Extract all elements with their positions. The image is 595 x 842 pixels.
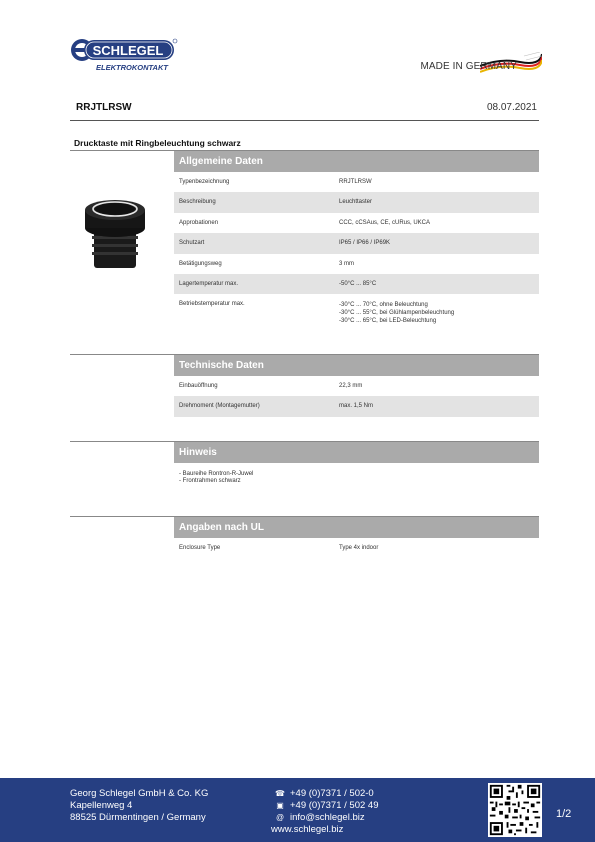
row-value: max. 1,5 Nm	[339, 403, 374, 410]
company-name: Georg Schlegel GmbH & Co. KG	[70, 788, 209, 799]
product-image	[70, 178, 160, 278]
document-id: RRJTLRSW	[76, 102, 132, 113]
row-label: Schutzart	[179, 240, 205, 247]
website-link[interactable]: www.schlegel.biz	[271, 824, 344, 835]
phone-number[interactable]: +49 (0)7371 / 502-0	[290, 788, 374, 799]
section-heading-technical: Technische Daten	[174, 355, 539, 376]
row-label: Typenbezeichnung	[179, 179, 230, 185]
row-label: Drehmoment (Montagemutter)	[179, 403, 260, 410]
made-in-germany: MADE IN GERMANY	[420, 61, 517, 72]
section-heading-note: Hinweis	[174, 442, 539, 463]
row-value: Leuchttaster	[339, 199, 373, 206]
row-label: Betriebstemperatur max.	[179, 301, 245, 308]
row-label: Einbauöffnung	[179, 383, 218, 389]
row-value: CCC, cCSAus, CE, cURus, UKCA	[339, 219, 431, 226]
section-heading-ul: Angaben nach UL	[174, 517, 539, 538]
logo-subtitle: ELEKTROKONTAKT	[96, 63, 168, 72]
table-row	[174, 213, 539, 233]
row-value-list	[339, 301, 454, 325]
table-row	[174, 376, 539, 396]
email-icon: @	[275, 813, 285, 822]
footer	[0, 778, 595, 842]
note-line: - Baureihe Rontron-R-Juwel	[179, 471, 254, 477]
ul-data-table	[174, 538, 539, 558]
table-row	[174, 172, 539, 192]
technical-data-table	[174, 376, 539, 417]
row-label: Approbationen	[179, 219, 219, 226]
header-divider	[70, 120, 539, 121]
email-link[interactable]: info@schlegel.biz	[290, 812, 365, 823]
fax-icon: ▣	[276, 801, 284, 810]
row-label: Beschreibung	[179, 199, 216, 206]
row-value: Type 4x indoor	[339, 545, 379, 551]
note-text	[179, 471, 253, 485]
row-label: Betätigungsweg	[179, 260, 222, 267]
table-row	[174, 192, 539, 212]
row-value: 3 mm	[339, 260, 354, 267]
row-label: Enclosure Type	[179, 545, 221, 551]
table-row	[174, 274, 539, 294]
row-value-line: -30°C ... 70°C, ohne Beleuchtung	[339, 302, 428, 309]
document-date: 08.07.2021	[486, 102, 537, 113]
row-value-line: -30°C ... 65°C, bei LED-Beleuchtung	[339, 318, 437, 325]
row-value: -50°C ... 85°C	[339, 280, 377, 287]
street: Kapellenweg 4	[70, 800, 133, 811]
row-value: RRJTLRSW	[339, 179, 372, 185]
fax-number: +49 (0)7371 / 502 49	[290, 800, 379, 811]
product-title: Drucktaste mit Ringbeleuchtung schwarz	[74, 138, 241, 148]
row-value: 22,3 mm	[339, 383, 363, 389]
note-line: - Frontrahmen schwarz	[179, 478, 241, 484]
schlegel-logo	[70, 38, 178, 72]
table-row	[174, 538, 539, 558]
phone-icon: ☎	[275, 789, 285, 798]
row-value-line: -30°C ... 55°C, bei Glühlampenbeleuchtung	[339, 310, 455, 317]
row-label: Lagertemperatur max.	[179, 280, 239, 287]
section-heading-general: Allgemeine Daten	[174, 151, 539, 172]
contact-info	[270, 788, 378, 824]
page-number: 1/2	[556, 808, 572, 820]
table-row	[174, 254, 539, 274]
row-value: IP65 / IP66 / IP69K	[339, 240, 391, 247]
general-data-table	[174, 172, 539, 328]
table-row	[174, 396, 539, 416]
table-row	[174, 294, 539, 328]
company-address	[70, 788, 208, 824]
logo-brand: SCHLEGEL	[92, 43, 164, 58]
table-row	[174, 233, 539, 253]
qr-code[interactable]	[488, 783, 542, 837]
city: 88525 Dürmentingen / Germany	[70, 812, 206, 823]
